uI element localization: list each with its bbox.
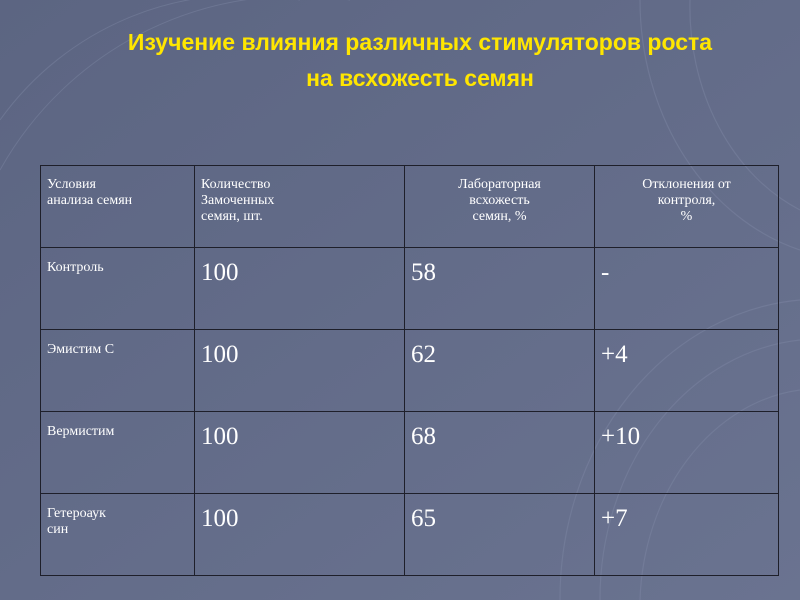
header-conditions: Условия анализа семян bbox=[41, 166, 195, 248]
cell-seed-count: 100 bbox=[195, 330, 405, 412]
header-deviation: Отклонения от контроля, % bbox=[595, 166, 779, 248]
header-germination: Лабораторная всхожесть семян, % bbox=[405, 166, 595, 248]
cell-deviation: +4 bbox=[595, 330, 779, 412]
table-header-row bbox=[41, 166, 779, 248]
cell-germination: 65 bbox=[405, 494, 595, 576]
table-row bbox=[41, 248, 779, 330]
row-label: Эмистим С bbox=[41, 330, 195, 412]
table-row bbox=[41, 330, 779, 412]
cell-germination: 68 bbox=[405, 412, 595, 494]
row-label: Контроль bbox=[41, 248, 195, 330]
cell-germination: 62 bbox=[405, 330, 595, 412]
title-line-2: на всхожесть семян bbox=[306, 65, 534, 91]
cell-germination: 58 bbox=[405, 248, 595, 330]
title-line-1: Изучение влияния различных стимуляторов роста bbox=[127, 29, 713, 55]
results-table bbox=[40, 165, 779, 576]
table-row bbox=[41, 412, 779, 494]
cell-deviation: +7 bbox=[595, 494, 779, 576]
table-row bbox=[41, 494, 779, 576]
cell-seed-count: 100 bbox=[195, 248, 405, 330]
row-label: Гетероаук син bbox=[41, 494, 195, 576]
slide-title bbox=[40, 24, 800, 96]
header-seed-count: Количество Замоченных семян, шт. bbox=[195, 166, 405, 248]
cell-seed-count: 100 bbox=[195, 412, 405, 494]
cell-deviation: +10 bbox=[595, 412, 779, 494]
cell-seed-count: 100 bbox=[195, 494, 405, 576]
row-label: Вермистим bbox=[41, 412, 195, 494]
cell-deviation: - bbox=[595, 248, 779, 330]
